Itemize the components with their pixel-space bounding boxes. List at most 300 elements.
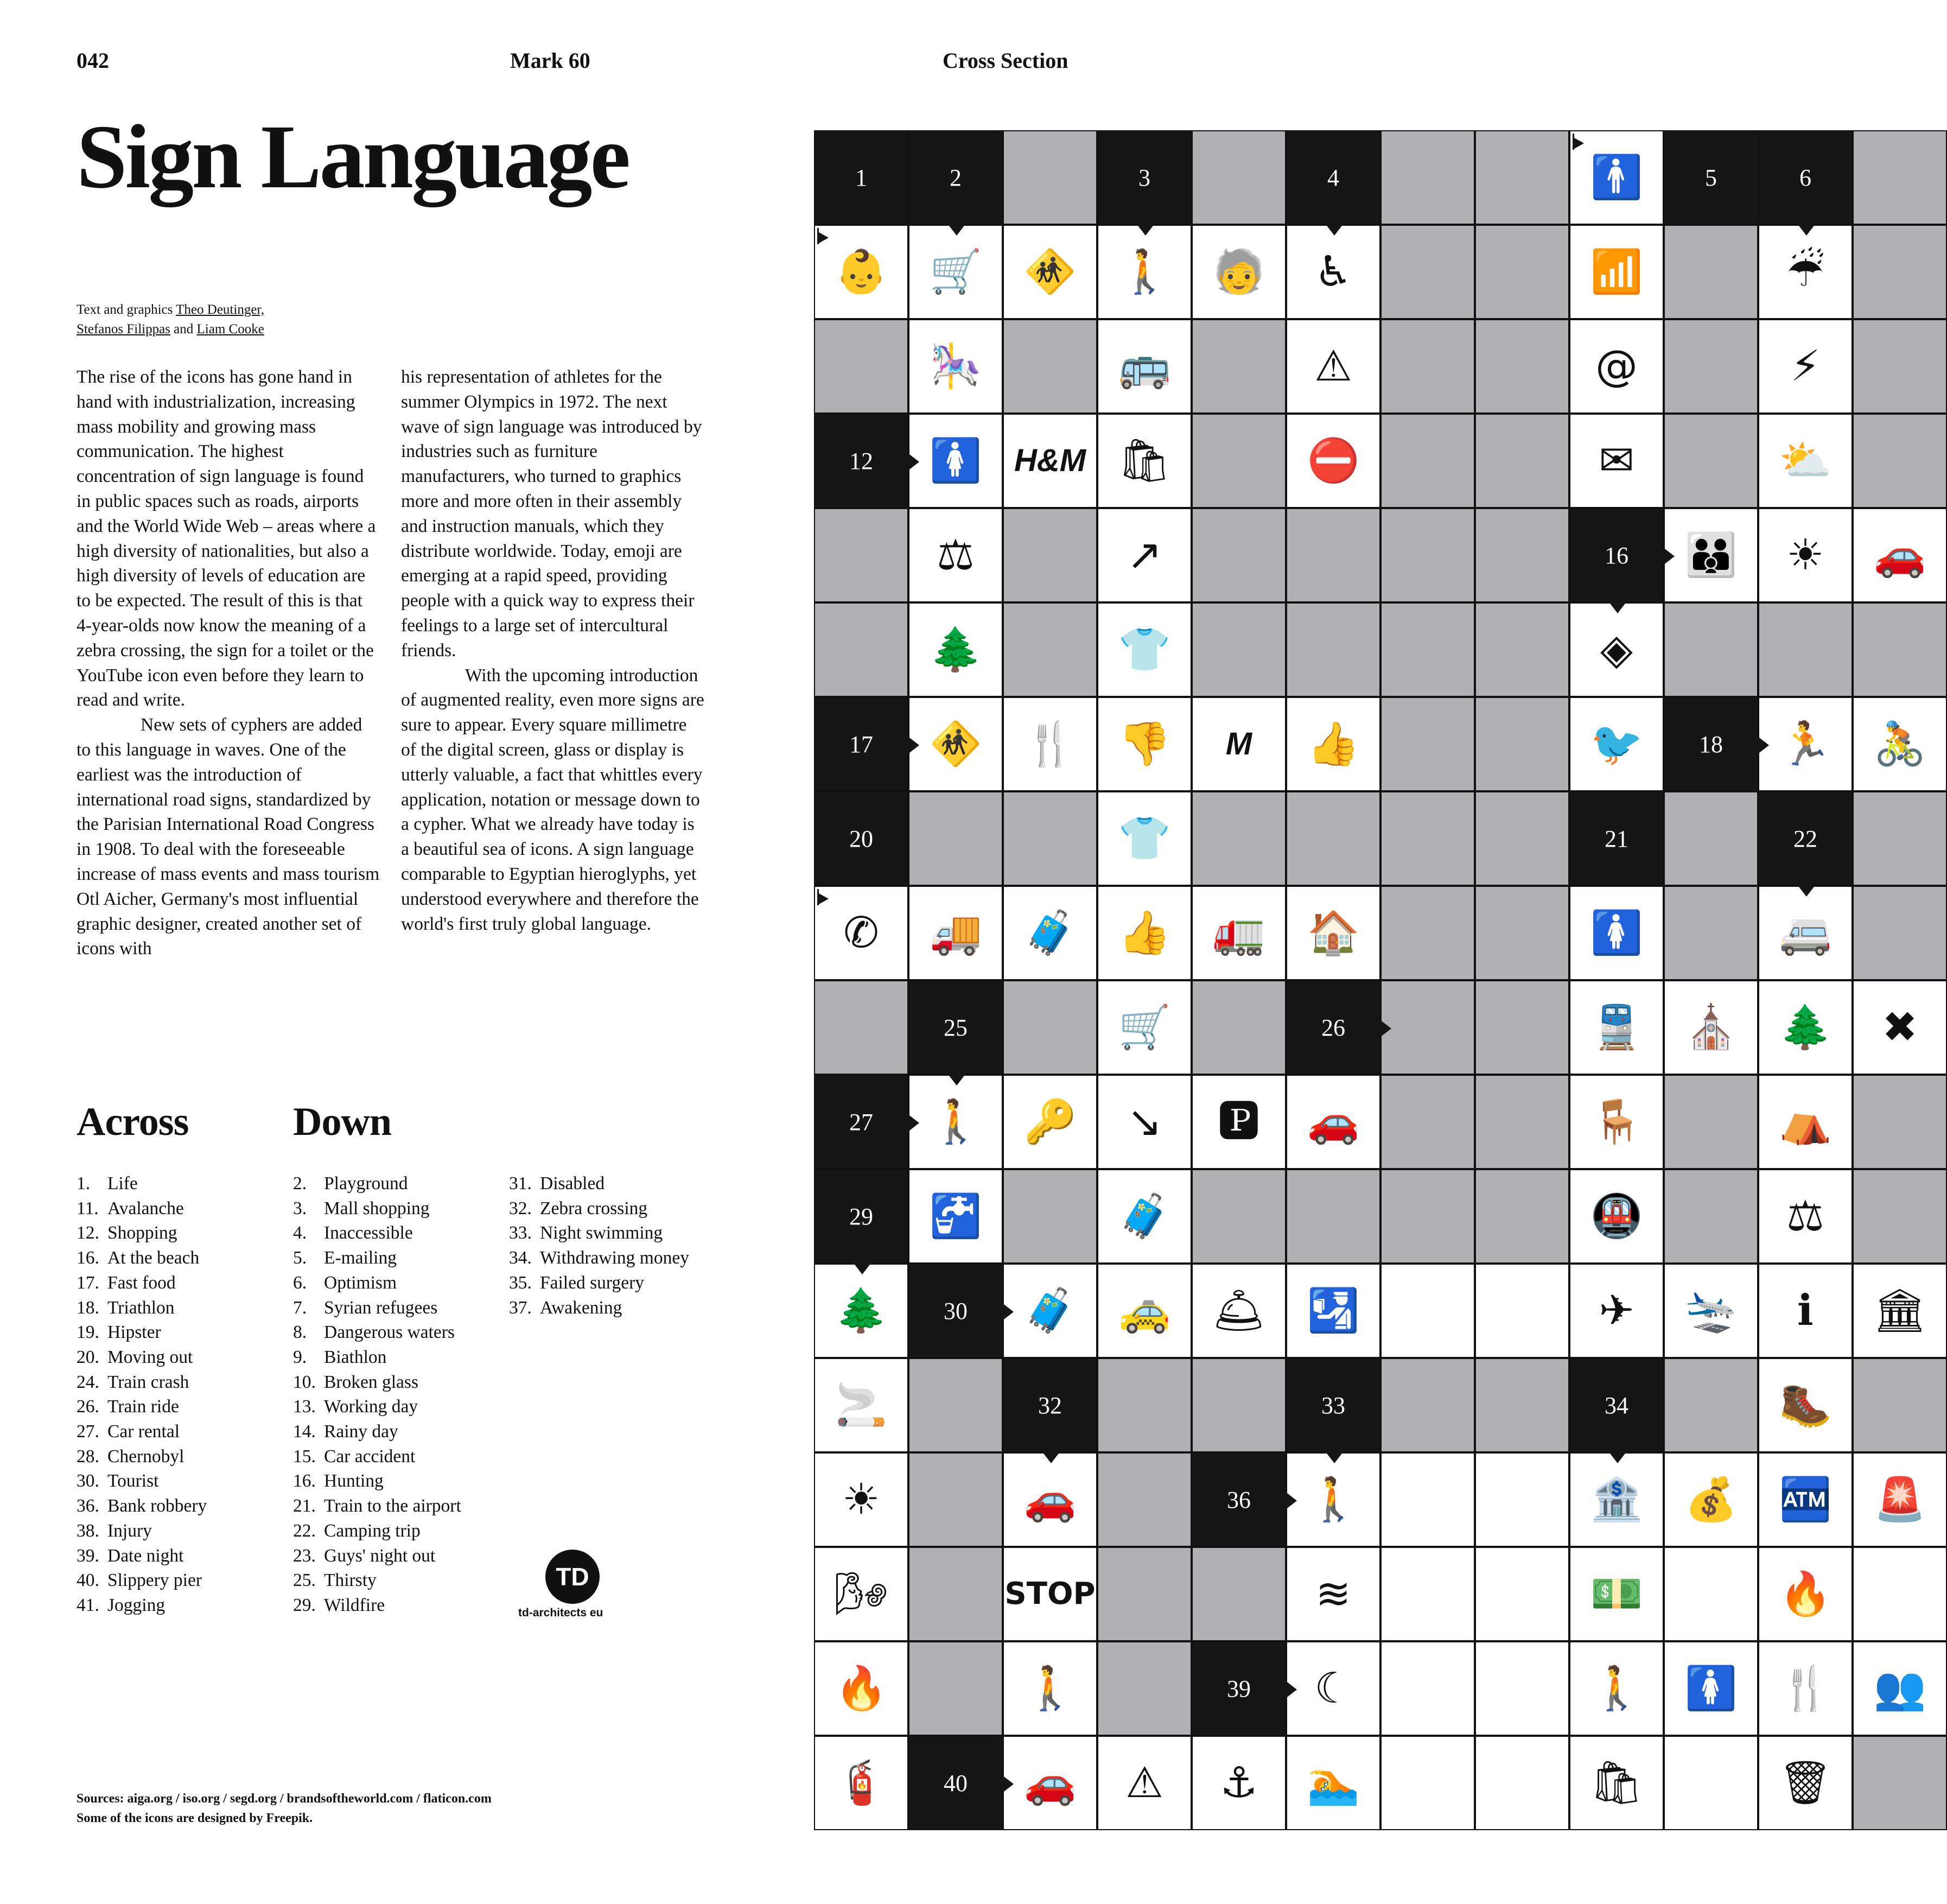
blank-cell [1758,602,1853,697]
arrow-down-icon [1797,885,1816,897]
taxi-icon: 🚕 [1118,1286,1171,1335]
clue-number: 1. [77,1173,91,1194]
skid-icon: ⚠ [1125,1759,1163,1807]
clue-item [77,1171,207,1196]
icon-cell [1380,1264,1475,1358]
blank-cell [1853,414,1947,508]
icon-cell [1192,1075,1286,1169]
clue-number: 3. [293,1198,307,1218]
clue-text: Awakening [540,1297,622,1318]
icon-cell [1097,225,1192,319]
baby-icon: 👶 [835,247,888,296]
blank-cell [908,1547,1003,1641]
clue-item [77,1419,207,1444]
cart-icon: 🛒 [1118,1003,1171,1052]
clue-item [293,1345,461,1370]
blank-cell [1380,225,1475,319]
icon-cell [1097,319,1192,414]
pier-icon: ⚓ [1220,1759,1258,1807]
icon-cell [1758,414,1853,508]
icon-cell [814,1452,908,1547]
clue-text: Life [107,1173,138,1194]
blank-cell [1003,130,1097,225]
clue-item [77,1444,207,1469]
icon-cell [1569,414,1664,508]
clue-text: Inaccessible [324,1223,413,1243]
blank-cell [1664,886,1758,980]
moon-icon: ☾ [1314,1664,1352,1713]
icon-cell [1097,1169,1192,1264]
blank-cell [814,319,908,414]
icon-cell [1003,1641,1097,1736]
clue-number-cell [1758,791,1853,886]
walk-icon: 🚶 [929,1097,982,1146]
credits-prefix: Text and graphics [77,302,176,317]
logo-caption: td-architects eu [518,1607,603,1619]
clue-text: Injury [107,1520,152,1541]
icon-cell [1569,319,1664,414]
icon-cell [1097,508,1192,602]
clue-text: Date night [107,1545,184,1566]
icon-cell [1853,980,1947,1075]
body-paragraph: New sets of cyphers are added to this language in waves. One of the earliest was the introduction of international road signs, standardized by the Parisian International Road Congress in 1908. To deal with the foreseeable increase of mass events and mass tourism Otl Aicher, Germany's most influential graphic designer, created another set of icons with [77,715,380,959]
clue-text: Playground [324,1173,408,1194]
blank-cell [908,1358,1003,1452]
icon-cell [1192,886,1286,980]
magazine-issue: Mark 60 [510,48,590,73]
icon-cell [1758,225,1853,319]
icon-cell [1664,1736,1758,1830]
icon-cell [1097,1736,1192,1830]
clue-number: 26. [77,1397,99,1417]
td-logo: TD [545,1550,600,1604]
tent-icon: ⛺ [1779,1097,1832,1146]
blank-cell [1380,980,1475,1075]
blank-cell [1853,225,1947,319]
icon-cell [908,225,1003,319]
clue-number-cell [814,697,908,791]
icon-cell [908,319,1003,414]
man-icon: 🚹 [1590,153,1643,202]
arrow-right-icon [1757,736,1769,754]
arrow-down-icon [1325,1451,1344,1463]
clue-number: 32. [509,1198,532,1218]
clue-text: Syrian refugees [324,1297,438,1318]
icon-cell [1286,1452,1380,1547]
clue-item [77,1370,207,1395]
at-icon: @ [1595,342,1638,391]
water-icon: ≋ [1315,1570,1351,1619]
blank-cell [1097,1547,1192,1641]
clue-text: Train ride [107,1397,179,1417]
clue-item [293,1469,461,1494]
blank-cell [1380,602,1475,697]
clue-number-cell [814,1169,908,1264]
elderly-icon: 🧓 [1212,247,1265,296]
body-paragraph: his representation of athletes for the summer Olympics in 1972. The next wave of sign language was introduced by industries such as furniture manufacturers, who turned to graphics more and more often in their assembly and instruction manuals, which they distribute worldwide. Today, emoji are emerging at a rapid speed, providing people with a quick way to express their feelings to a large set of intercultural friends. [401,367,702,661]
clue-number-cell [1286,980,1380,1075]
bank-icon: 🏦 [1590,1475,1643,1524]
icon-cell [1286,1547,1380,1641]
icon-cell [1286,225,1380,319]
icon-cell [1003,1547,1097,1641]
clue-number: 8. [293,1322,307,1343]
icon-cell [1097,791,1192,886]
clue-item [509,1271,689,1296]
blank-cell [1475,886,1569,980]
clue-text: Jogging [107,1595,166,1615]
blank-cell [1380,791,1475,886]
clue-item [77,1593,207,1618]
blank-cell [1853,1169,1947,1264]
clue-number-label: 16 [1605,542,1628,569]
traveller-icon: 🧳 [1023,1286,1077,1335]
clue-item [77,1345,207,1370]
icon-cell [1286,319,1380,414]
clue-item [293,1444,461,1469]
clue-item [77,1394,207,1419]
blank-cell [1853,319,1947,414]
clue-number: 31. [509,1173,532,1194]
blank-cell [1380,1075,1475,1169]
body-column-2 [401,365,705,936]
clue-item [293,1246,461,1271]
icon-cell [1569,697,1664,791]
mail-icon: ✉ [1599,436,1634,485]
stop-icon: STOP [1004,1576,1096,1611]
blank-cell [1475,602,1569,697]
icon-cell [1475,1547,1569,1641]
wheelchair-icon: ♿ [1314,247,1352,296]
clue-number: 6. [293,1272,307,1293]
escalator-down-icon: ↘ [1127,1097,1162,1146]
article-title: Sign Language [77,106,629,207]
blank-cell [1192,1358,1286,1452]
blank-cell [1097,1452,1192,1547]
blank-cell [1380,1358,1475,1452]
clue-text: Disabled [540,1173,605,1194]
clue-number-cell [1569,508,1664,602]
clue-number-label: 3 [1138,164,1150,191]
church-icon: ⛪ [1684,1003,1738,1052]
icon-cell [1758,1641,1853,1736]
credits-and: and [170,322,197,337]
icon-cell [1097,602,1192,697]
cash-icon: 💵 [1590,1570,1643,1619]
icon-cell [1003,1264,1097,1358]
plane-icon: ✈ [1599,1286,1634,1335]
sources-line: Sources: aiga.org / iso.org / segd.org / brandsoftheworld.com / flaticon.com [77,1792,492,1806]
blank-cell [814,602,908,697]
arrow-right-icon [907,1114,919,1132]
clue-number-cell [1664,130,1758,225]
body-paragraph: The rise of the icons has gone hand in hand with industrialization, increasing mass mobility and growing mass communication. The highest concentration of sign language is found in public spaces such as roads, airports and the World Wide Web – areas where a high diversity of nationalities, but also a high diversity of levels of education are to be expected. The result of this is that 4-year-olds now know the meaning of a zebra crossing, the sign for a toilet or the YouTube icon even before they learn to read and write. [77,367,376,710]
walk-icon: 🚶 [1590,1664,1643,1713]
car-icon: 🚗 [1307,1097,1360,1146]
clue-number-cell [908,1264,1003,1358]
sources-note [77,1789,492,1828]
clue-text: Thirsty [324,1570,377,1591]
phone-icon: ✆ [843,909,879,957]
icon-cell [1853,508,1947,602]
family-icon: 👪 [1684,531,1738,580]
icon-cell [1569,980,1664,1075]
icon-cell [1475,1264,1569,1358]
clue-number-cell [1286,1358,1380,1452]
clue-number-cell [1097,130,1192,225]
clue-number-label: 36 [1227,1486,1251,1513]
customs-icon: 🛂 [1307,1286,1360,1335]
blank-cell [1097,1358,1192,1452]
truck-icon: 🚚 [929,909,982,957]
clue-item [293,1544,461,1569]
clue-text: Avalanche [107,1198,184,1218]
icon-cell [908,602,1003,697]
credit-author-2[interactable]: Stefanos Filippas [77,322,170,337]
blank-cell [1475,508,1569,602]
trees-icon: 🌲 [1779,1003,1832,1052]
clue-number: 33. [509,1223,532,1243]
blank-cell [908,791,1003,886]
icon-cell [1286,1736,1380,1830]
icon-cell [1569,1452,1664,1547]
clue-text: Car accident [324,1446,416,1467]
blank-cell [1286,602,1380,697]
icon-cell [1758,886,1853,980]
arrow-right-icon [1379,1019,1391,1038]
clue-number: 21. [293,1496,316,1516]
icon-cell [1475,1641,1569,1736]
clue-number: 30. [77,1471,99,1492]
clue-number-label: 26 [1321,1014,1345,1041]
icon-cell [1664,1264,1758,1358]
icon-cell [814,1641,908,1736]
icon-cell [1853,1452,1947,1547]
clue-item [293,1320,461,1345]
clue-text: Hunting [324,1471,384,1492]
clue-item [77,1221,207,1246]
icon-cell [1286,1641,1380,1736]
icon-cell [1192,1264,1286,1358]
clue-number-cell [1003,1358,1097,1452]
arrow-down-icon [853,1262,871,1274]
start-flag-icon [1573,134,1587,150]
bike-icon: 🚴 [1873,720,1926,769]
blank-cell [1475,791,1569,886]
thumbup-icon: 👍 [1307,720,1360,769]
icon-cell [908,1169,1003,1264]
blank-cell [1380,886,1475,980]
blank-cell [1097,1641,1192,1736]
blank-cell [1380,508,1475,602]
clue-number-label: 5 [1705,164,1717,191]
blank-cell [1664,1358,1758,1452]
clue-number-label: 1 [855,164,867,191]
arrow-right-icon [1285,1492,1297,1510]
clue-item [77,1519,207,1544]
landing-icon: 🛬 [1684,1286,1738,1335]
blank-cell [1192,319,1286,414]
clue-item [293,1221,461,1246]
arrow-down-icon [1608,601,1627,613]
clue-number: 5. [293,1248,307,1268]
clue-number: 27. [77,1421,99,1442]
blank-cell [1380,319,1475,414]
blank-cell [1475,1075,1569,1169]
icon-cell [814,225,908,319]
blank-cell [1003,791,1097,886]
clue-item [77,1469,207,1494]
blank-cell [1475,1169,1569,1264]
clue-number: 41. [77,1595,99,1615]
blank-cell [1664,791,1758,886]
clue-number: 23. [293,1545,316,1566]
blank-cell [1192,602,1286,697]
icon-cell [1380,1547,1475,1641]
clue-number-label: 30 [944,1297,968,1324]
credit-author-3[interactable]: Liam Cooke [196,322,264,337]
caravan-icon: 🚐 [1779,909,1832,957]
icon-cell [1569,1641,1664,1736]
down-clue-list [293,1171,461,1618]
bus-icon: 🚌 [1118,342,1171,391]
moneybag-icon: 💰 [1684,1475,1738,1524]
clue-number-label: 27 [849,1108,873,1135]
clue-number-cell [1758,130,1853,225]
icon-cell [1758,1736,1853,1830]
icon-cell [1097,886,1192,980]
clue-number-cell [1192,1641,1286,1736]
blank-cell [1664,1169,1758,1264]
icon-cell [1758,1169,1853,1264]
trash-icon: 🗑 [1778,1759,1833,1807]
arrow-right-icon [1663,547,1675,566]
parking-icon: 🅿 [1217,1097,1260,1146]
clue-text: Mall shopping [324,1198,430,1218]
across-heading: Across [77,1100,189,1144]
cutlery-icon: 🍴 [1023,720,1077,769]
clue-text: Guys' night out [324,1545,436,1566]
clue-item [293,1519,461,1544]
blank-cell [1380,414,1475,508]
icon-cell [1758,319,1853,414]
blank-cell [1475,130,1569,225]
slope-icon: ⚠ [1314,342,1352,391]
clue-text: Broken glass [324,1372,418,1392]
swim-icon: 🏊 [1307,1759,1360,1807]
woman-icon: 🚺 [1684,1664,1738,1713]
arrow-down-icon [1042,1451,1060,1463]
car-icon: 🚗 [1023,1475,1077,1524]
clue-item [77,1246,207,1271]
clue-number-cell [908,980,1003,1075]
icon-cell [1569,1169,1664,1264]
blank-cell [1286,1169,1380,1264]
icon-cell [1192,1736,1286,1830]
clue-item [293,1419,461,1444]
icon-cell [1003,1452,1097,1547]
clue-number: 9. [293,1347,307,1367]
cutlery-icon: 🍴 [1779,1664,1832,1713]
clue-text: Moving out [107,1347,193,1367]
icon-cell [814,1264,908,1358]
icon-cell [1853,1641,1947,1736]
arrow-right-icon [907,453,919,471]
credit-author-1[interactable]: Theo Deutinger, [176,302,264,317]
voltage-icon: ⚡ [1790,342,1821,391]
clue-number: 16. [77,1248,99,1268]
icon-cell [1664,1452,1758,1547]
clue-number: 7. [293,1297,307,1318]
arrow-down-icon [1136,224,1155,236]
icon-cell [814,886,908,980]
museum-icon: 🏛 [1873,1286,1927,1335]
seesaw-icon: ⚖ [937,531,975,580]
icon-cell [1569,1547,1664,1641]
icon-cell [1380,1641,1475,1736]
body-column-1 [77,365,380,961]
clue-number-label: 17 [849,731,873,758]
blank-cell [1192,508,1286,602]
clue-number: 22. [293,1520,316,1541]
clue-text: Shopping [107,1223,177,1243]
icon-cell [1569,886,1664,980]
start-flag-icon [817,228,831,244]
clue-number: 39. [77,1545,99,1566]
icon-cell [1569,1736,1664,1830]
clue-item [77,1320,207,1345]
clue-item [509,1221,689,1246]
hm-icon: H&M [1014,443,1086,478]
clue-item [293,1394,461,1419]
icon-cell [814,1358,908,1452]
carkey-icon: 🔑 [1023,1097,1077,1146]
thumbup-icon: 👍 [1118,909,1171,957]
blank-cell [814,508,908,602]
clue-item [77,1544,207,1569]
clue-item [77,1271,207,1296]
icon-cell [1758,508,1853,602]
clue-text: Biathlon [324,1347,387,1367]
crossword-grid [814,130,1927,1829]
body-paragraph: With the upcoming introduction of augmented reality, even more signs are sure to appear. Every square millimetre of the digital screen, glass or display is utterly valuable, a fact that whittles every application, notation or message down to a cypher. What we already have today is a beautiful sea of icons. A sign language comparable to Egyptian hieroglyphs, yet understood everywhere and therefore the world's first truly global language. [401,665,704,934]
blank-cell [1475,225,1569,319]
clue-text: Zebra crossing [540,1198,648,1218]
clue-number-cell [1192,1452,1286,1547]
blank-cell [814,980,908,1075]
clue-number: 20. [77,1347,99,1367]
run-icon: 🏃 [1779,720,1832,769]
icon-cell [1286,886,1380,980]
flame-icon: 🔥 [835,1664,888,1713]
icon-cell [1003,1736,1097,1830]
clue-number-cell [814,1075,908,1169]
woman-icon: 🚺 [1590,909,1643,957]
swing-icon: 🎠 [929,342,982,391]
hunting-icon: ◈ [1600,625,1633,674]
icon-cell [1097,414,1192,508]
blank-cell [1664,602,1758,697]
clue-number: 28. [77,1446,99,1467]
arrow-right-icon [1002,1303,1014,1321]
blank-cell [1192,980,1286,1075]
blank-cell [1192,414,1286,508]
icon-cell [1569,130,1664,225]
blank-cell [1192,1547,1286,1641]
clue-number: 35. [509,1272,532,1293]
shirt-icon: 👕 [1118,625,1171,674]
icon-cell [908,414,1003,508]
